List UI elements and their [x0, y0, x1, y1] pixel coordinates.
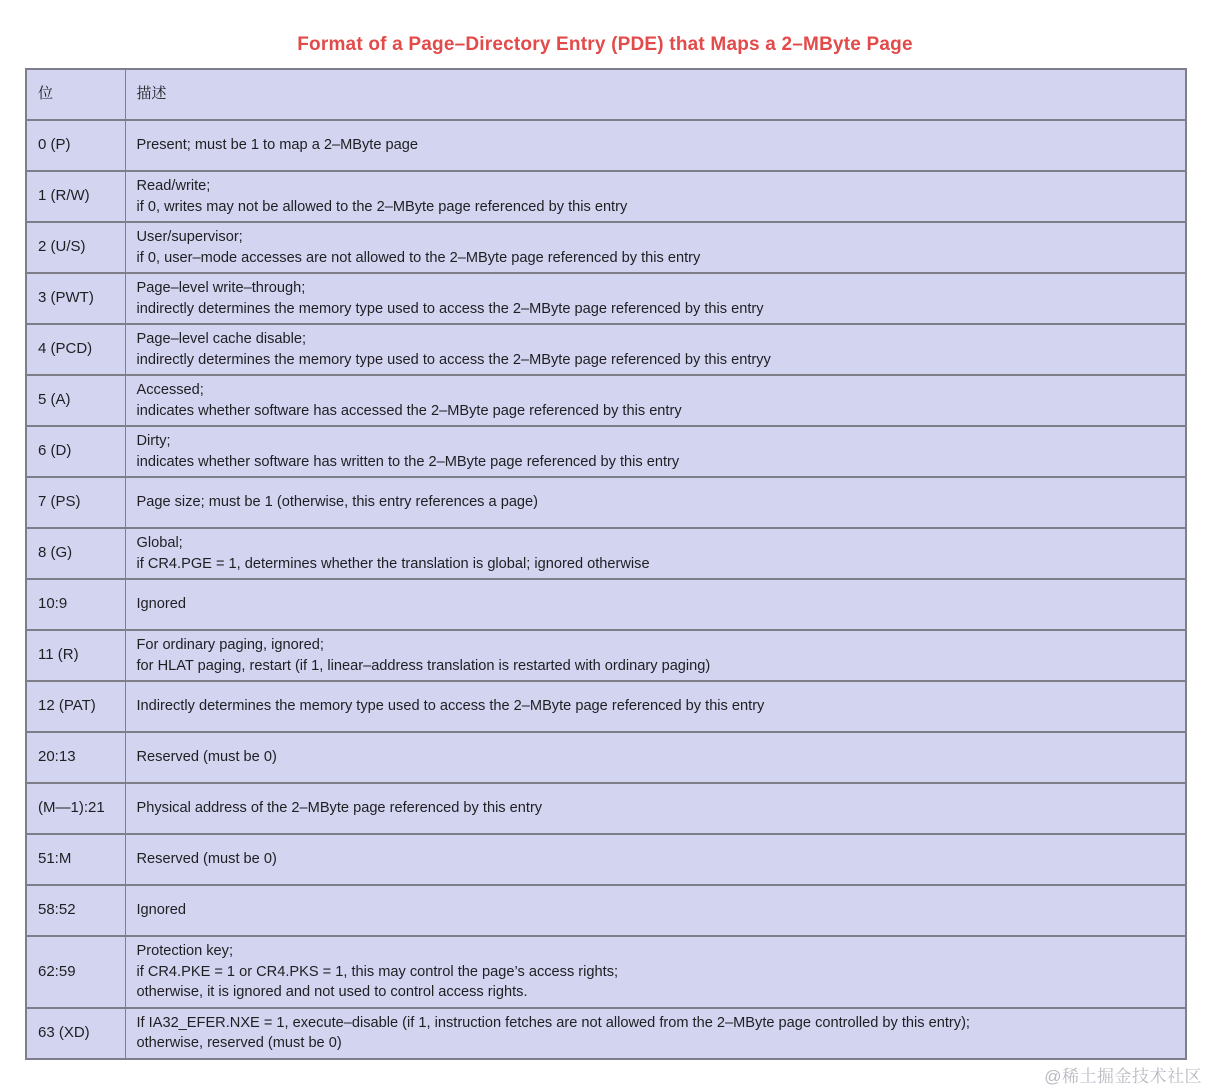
- description-line: Dirty;: [136, 433, 171, 449]
- table-row: [26, 120, 1186, 171]
- bit-cell: 3 (PWT): [26, 273, 125, 324]
- bit-cell: 10:9: [26, 579, 125, 630]
- bit-cell: 12 (PAT): [26, 681, 125, 732]
- description-cell: [125, 885, 1186, 936]
- bit-cell: 5 (A): [26, 375, 125, 426]
- bit-cell: 62:59: [26, 936, 125, 1008]
- description-line: Protection key;: [136, 943, 234, 959]
- bit-cell: 0 (P): [26, 120, 125, 171]
- table-row: [26, 681, 1186, 732]
- col-header-description: 描述: [125, 69, 1186, 120]
- table-row: [26, 324, 1186, 375]
- description-cell: [125, 324, 1186, 375]
- description-line: Ignored: [136, 596, 186, 613]
- description-line: Reserved (must be 0): [136, 851, 277, 868]
- bit-cell: 7 (PS): [26, 477, 125, 528]
- table-row: [26, 426, 1186, 477]
- description-line: Reserved (must be 0): [136, 749, 277, 766]
- table-row: [26, 171, 1186, 222]
- description-line: if 0, writes may not be allowed to the 2–MByte page referenced by this entry: [136, 198, 628, 215]
- col-header-bit: 位: [26, 69, 125, 120]
- description-cell: [125, 834, 1186, 885]
- bit-cell: 63 (XD): [26, 1008, 125, 1059]
- description-cell: [125, 375, 1186, 426]
- table-row: [26, 936, 1186, 1008]
- description-cell: [125, 528, 1186, 579]
- table-row: [26, 1008, 1186, 1059]
- bit-cell: 6 (D): [26, 426, 125, 477]
- table-row: [26, 732, 1186, 783]
- description-line: otherwise, reserved (must be 0): [136, 1035, 342, 1051]
- description-cell: [125, 783, 1186, 834]
- bit-cell: 11 (R): [26, 630, 125, 681]
- description-line: Indirectly determines the memory type used to access the 2–MByte page referenced by this entry: [136, 698, 765, 715]
- description-line: indicates whether software has accessed the 2–MByte page referenced by this entry: [136, 402, 682, 419]
- description-line: otherwise, it is ignored and not used to control access rights.: [136, 984, 528, 1000]
- table-header-row: [26, 69, 1186, 120]
- description-line: Accessed;: [136, 382, 204, 398]
- table-row: [26, 222, 1186, 273]
- description-line: if CR4.PKE = 1 or CR4.PKS = 1, this may control the page’s access rights;: [136, 963, 619, 980]
- description-cell: [125, 120, 1186, 171]
- description-cell: [125, 426, 1186, 477]
- description-line: For ordinary paging, ignored;: [136, 637, 324, 653]
- description-cell: [125, 630, 1186, 681]
- description-cell: [125, 171, 1186, 222]
- description-line: Page size; must be 1 (otherwise, this entry references a page): [136, 494, 539, 511]
- description-cell: [125, 681, 1186, 732]
- bit-cell: (M—1):21: [26, 783, 125, 834]
- bit-cell: 58:52: [26, 885, 125, 936]
- description-line: if CR4.PGE = 1, determines whether the translation is global; ignored otherwise: [136, 555, 650, 572]
- page-title: Format of a Page–Directory Entry (PDE) that Maps a 2–MByte Page: [297, 34, 913, 55]
- description-cell: [125, 579, 1186, 630]
- table-row: [26, 579, 1186, 630]
- table-row: [26, 630, 1186, 681]
- watermark: @稀土掘金技术社区: [1044, 1067, 1202, 1086]
- bit-cell: 2 (U/S): [26, 222, 125, 273]
- description-line: Read/write;: [136, 178, 211, 194]
- bit-cell: 8 (G): [26, 528, 125, 579]
- description-line: Physical address of the 2–MByte page referenced by this entry: [136, 800, 543, 817]
- table-row: [26, 783, 1186, 834]
- description-line: Present; must be 1 to map a 2–MByte page: [136, 137, 418, 154]
- bit-cell: 51:M: [26, 834, 125, 885]
- description-line: if 0, user–mode accesses are not allowed to the 2–MByte page referenced by this entry: [136, 249, 701, 266]
- table-body: [26, 120, 1186, 1059]
- description-line: indicates whether software has written to the 2–MByte page referenced by this entry: [136, 453, 680, 470]
- table-row: [26, 273, 1186, 324]
- description-cell: [125, 936, 1186, 1008]
- description-line: indirectly determines the memory type used to access the 2–MByte page referenced by this entryy: [136, 351, 771, 368]
- description-cell: [125, 477, 1186, 528]
- description-line: Page–level write–through;: [136, 280, 306, 296]
- description-line: If IA32_EFER.NXE = 1, execute–disable (if 1, instruction fetches are not allowed from the 2–MByte page controlled by this entry);: [136, 1014, 970, 1031]
- bit-cell: 1 (R/W): [26, 171, 125, 222]
- table-row: [26, 375, 1186, 426]
- table-row: [26, 528, 1186, 579]
- description-line: Page–level cache disable;: [136, 331, 307, 347]
- description-cell: [125, 273, 1186, 324]
- description-cell: [125, 1008, 1186, 1059]
- description-line: indirectly determines the memory type used to access the 2–MByte page referenced by this entry: [136, 300, 764, 317]
- description-cell: [125, 732, 1186, 783]
- table-row: [26, 834, 1186, 885]
- table-row: [26, 885, 1186, 936]
- pde-table: [25, 68, 1187, 1060]
- description-line: for HLAT paging, restart (if 1, linear–address translation is restarted with ordinary paging): [136, 657, 711, 674]
- description-line: User/supervisor;: [136, 229, 243, 245]
- description-line: Ignored: [136, 902, 186, 919]
- bit-cell: 20:13: [26, 732, 125, 783]
- description-line: Global;: [136, 535, 183, 551]
- description-cell: [125, 222, 1186, 273]
- bit-cell: 4 (PCD): [26, 324, 125, 375]
- table-row: [26, 477, 1186, 528]
